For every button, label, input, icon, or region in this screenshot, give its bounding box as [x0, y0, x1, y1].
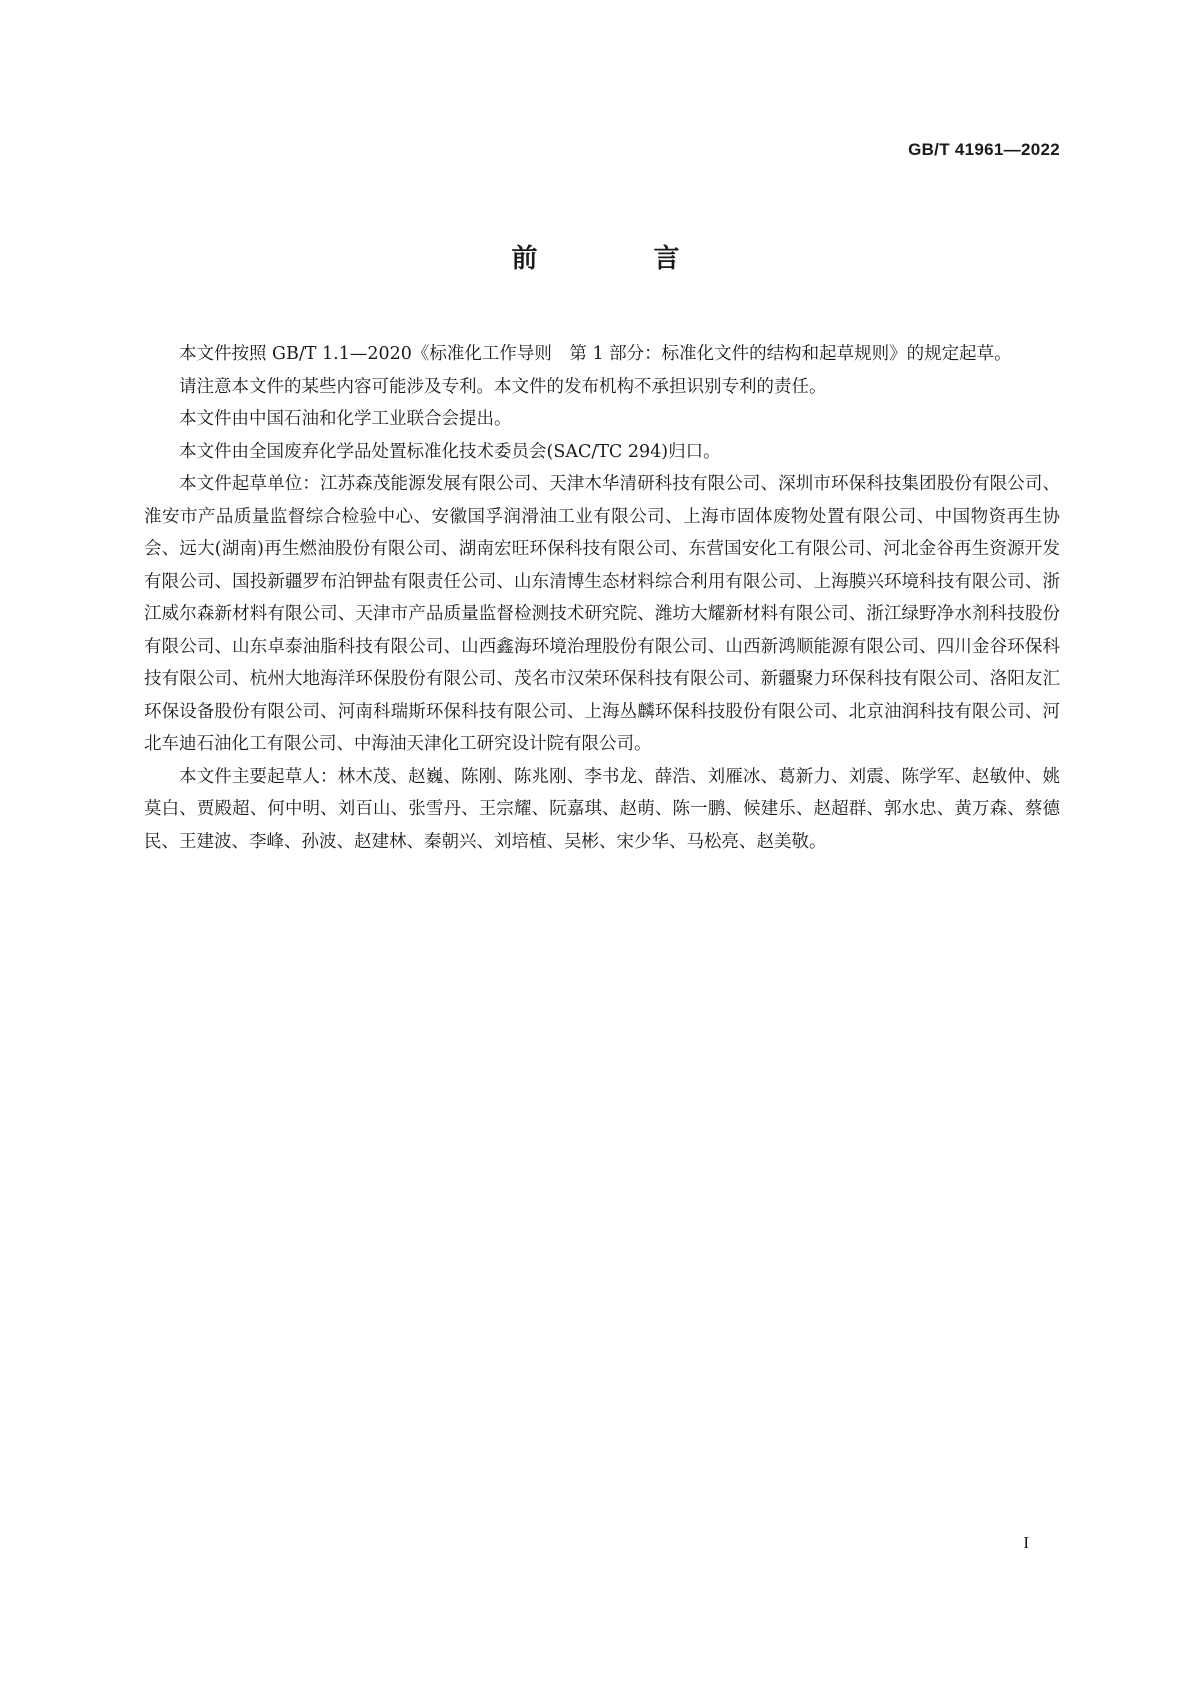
paragraph-drafting-rules: 本文件按照 GB/T 1.1—2020《标准化工作导则 第 1 部分：标准化文件的结构和起草规则》的规定起草。 [179, 344, 1012, 364]
paragraph-patent-notice: 请注意本文件的某些内容可能涉及专利。本文件的发布机构不承担识别专利的责任。 [179, 376, 827, 397]
paragraph-committee: 本文件由全国废弃化学品处置标准化技术委员会(SAC/TC 294)归口。 [179, 441, 721, 462]
document-code: GB/T 41961—2022 [908, 140, 1060, 159]
foreword-body [144, 338, 1060, 858]
paragraph-drafting-units: 本文件起草单位：江苏森茂能源发展有限公司、天津木华清研科技有限公司、深圳市环保科技集团股份有限公司、淮安市产品质量监督综合检验中心、安徽国孚润滑油工业有限公司、上海市固体废物处置有限公司、中国物资再生协会、远大(湖南)再生燃油股份有限公司、湖南宏旺环保科技有限公司、东营国安化工有限公司、河北金谷再生资源开发有限公司、国投新疆罗布泊钾盐有限责任公司、山东清博生态材料综合利用有限公司、上海膜兴环境科技有限公司、浙江威尔森新材料有限公司、天津市产品质量监督检测技术研究院、潍坊大耀新材料有限公司、浙江绿野净水剂科技股份有限公司、山东卓泰油脂科技有限公司、山西鑫海环境治理股份有限公司、山西新鸿顺能源有限公司、四川金谷环保科技有限公司、杭州大地海洋环保股份有限公司、茂名市汉荣环保科技有限公司、新疆聚力环保科技有限公司、洛阳友汇环保设备股份有限公司、河南科瑞斯环保科技有限公司、上海丛麟环保科技股份有限公司、北京油润科技有限公司、河北车迪石油化工有限公司、中海油天津化工研究设计院有限公司。 [144, 474, 1060, 754]
page-number: I [1023, 1533, 1029, 1552]
paragraph-drafters: 本文件主要起草人：林木茂、赵巍、陈刚、陈兆刚、李书龙、薛浩、刘雁冰、葛新力、刘震、陈学军、赵敏仲、姚莫白、贾殿超、何中明、刘百山、张雪丹、王宗耀、阮嘉琪、赵萌、陈一鹏、候建乐、赵超群、郭水忠、黄万森、蔡德民、王建波、李峰、孙波、赵建林、秦朝兴、刘培植、吴彬、宋少华、马松亮、赵美敬。 [144, 766, 1060, 852]
page-title: 前 言 [511, 244, 725, 274]
paragraph-proposer: 本文件由中国石油和化学工业联合会提出。 [179, 409, 512, 429]
